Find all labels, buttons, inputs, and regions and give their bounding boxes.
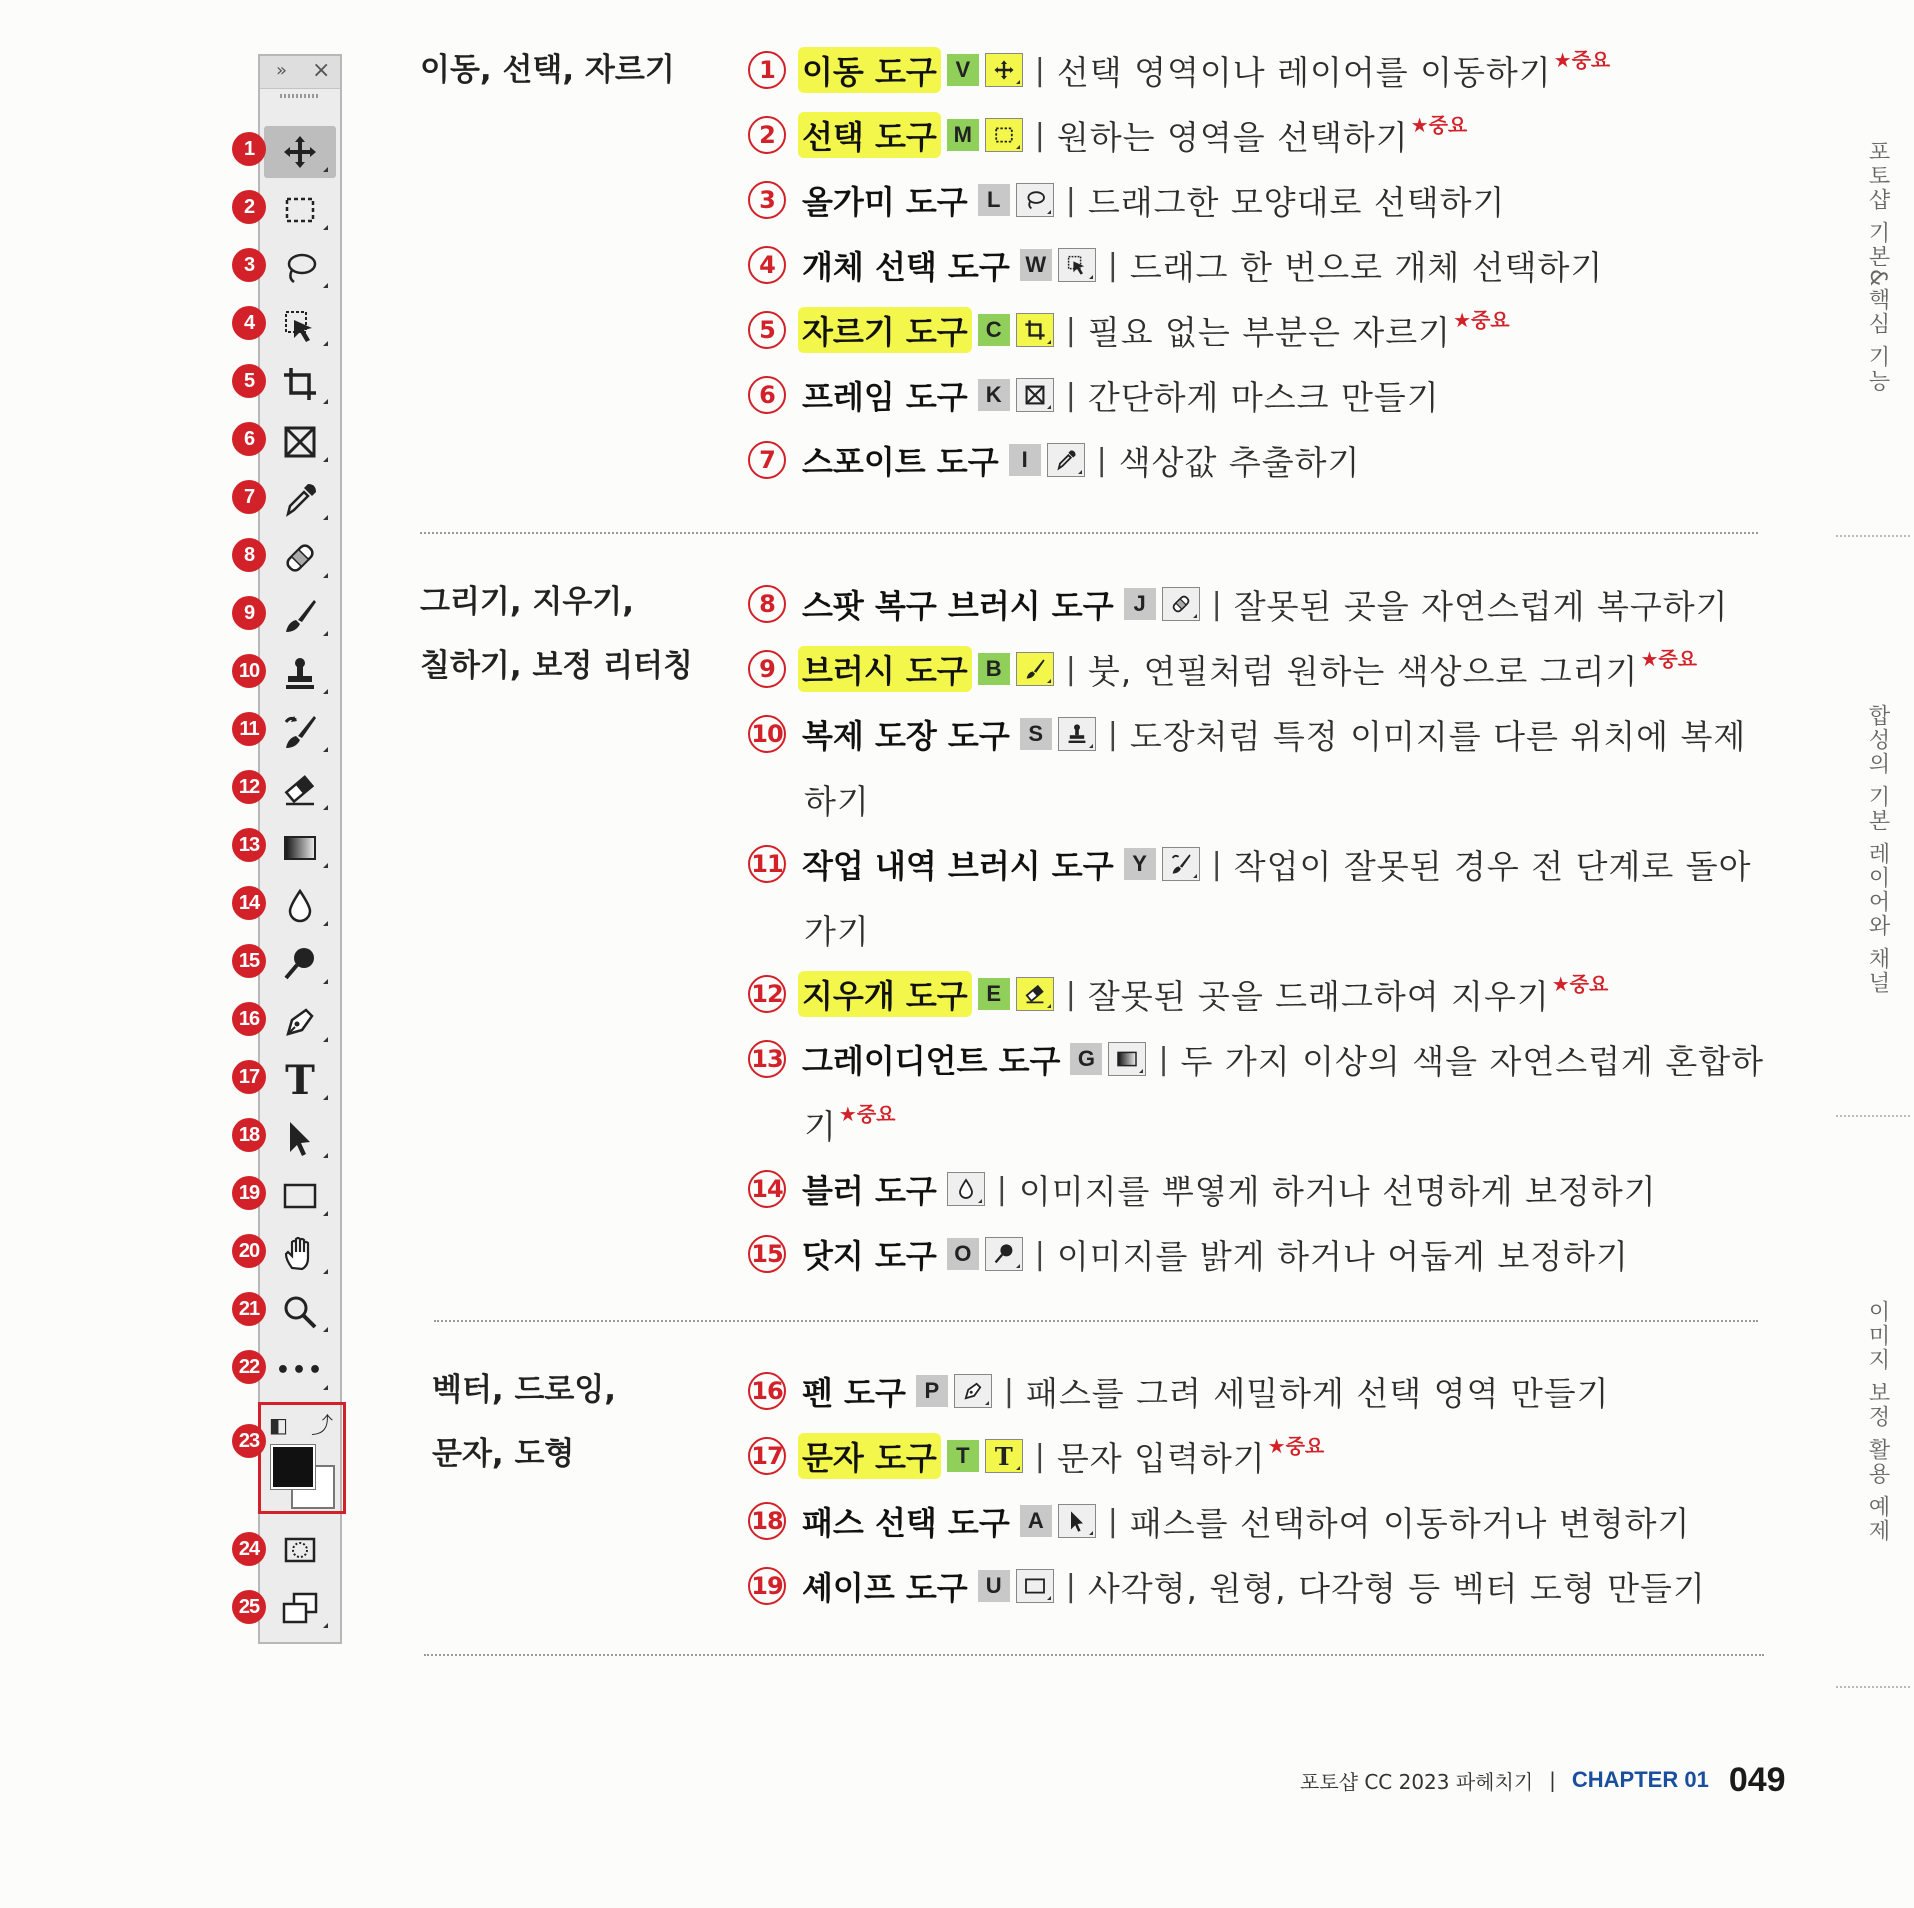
tool-description: 사각형, 원형, 다각형 등 벡터 도형 만들기 <box>1087 1568 1706 1608</box>
tool-item <box>748 835 1752 893</box>
tool-number-badge: 12 <box>232 770 266 804</box>
more-icon: ••• <box>275 1357 325 1383</box>
section-heading <box>432 1358 616 1486</box>
history-brush-icon <box>280 712 320 752</box>
separator: | <box>1096 442 1107 478</box>
tool-description: 잘못된 곳을 드래그하여 지우기 <box>1087 976 1550 1016</box>
tool-stamp[interactable] <box>264 648 336 700</box>
tool-name: 블러 도구 <box>802 1172 937 1210</box>
frame-icon <box>280 422 320 462</box>
shortcut-key: S <box>1020 718 1052 750</box>
tool-eraser[interactable] <box>264 764 336 816</box>
side-tab-chapter-1[interactable]: 포토샵 기본&핵심 기능 <box>1865 140 1890 394</box>
page-footer <box>1300 1758 1786 1802</box>
tool-item <box>748 1225 1629 1283</box>
tool-eyedropper[interactable] <box>264 474 336 526</box>
tool-shape[interactable] <box>264 1170 336 1222</box>
tool-number-badge: 13 <box>232 828 266 862</box>
section-heading-line: 벡터, 드로잉, <box>432 1372 617 1408</box>
tool-name: 스팟 복구 브러시 도구 <box>802 587 1114 625</box>
separator: | <box>996 1171 1007 1207</box>
tool-description: 두 가지 이상의 색을 자연스럽게 혼합하 <box>1180 1041 1765 1081</box>
tool-name: 이동 도구 <box>798 47 941 93</box>
separator: | <box>1065 182 1076 218</box>
shortcut-key: O <box>947 1238 979 1270</box>
item-number: 7 <box>748 441 786 479</box>
separator: | <box>1065 1568 1076 1604</box>
important-badge: ★중요 <box>1453 307 1510 332</box>
marquee-icon <box>280 190 320 230</box>
tool-marquee[interactable] <box>264 184 336 236</box>
tool-item <box>748 1160 1657 1218</box>
tool-number-badge: 14 <box>232 886 266 920</box>
tool-item <box>748 705 1746 763</box>
pen-icon <box>280 1002 320 1042</box>
tool-blur[interactable] <box>264 880 336 932</box>
eraser-icon <box>1016 977 1054 1011</box>
item-number: 11 <box>748 845 786 883</box>
item-number: 10 <box>748 715 786 753</box>
shortcut-key: U <box>978 1570 1010 1602</box>
tool-name: 올가미 도구 <box>802 183 968 221</box>
tool-spot-healing[interactable] <box>264 532 336 584</box>
tool-name: 지우개 도구 <box>798 971 972 1017</box>
tool-number-badge: 4 <box>232 306 266 340</box>
tool-name: 문자 도구 <box>798 1433 941 1479</box>
object-select-icon <box>280 306 320 346</box>
separator: | <box>1107 716 1118 752</box>
lasso-icon <box>1016 183 1054 217</box>
tool-number-badge: 24 <box>232 1532 266 1566</box>
tool-item <box>748 1362 1610 1420</box>
tool-name: 스포이트 도구 <box>802 443 999 481</box>
tool-move[interactable] <box>264 126 336 178</box>
section-heading-line: 그리기, 지우기, <box>420 584 635 620</box>
side-tab-divider <box>1836 1115 1910 1117</box>
separator: | <box>1107 1503 1118 1539</box>
item-number: 6 <box>748 376 786 414</box>
tool-path-select[interactable] <box>264 1112 336 1164</box>
shape-icon <box>280 1176 320 1216</box>
hand-icon <box>280 1234 320 1274</box>
separator: | <box>1211 586 1222 622</box>
important-badge: ★중요 <box>1553 47 1611 72</box>
tool-description: 도장처럼 특정 이미지를 다른 위치에 복제 <box>1129 716 1747 756</box>
important-badge: ★중요 <box>1410 112 1468 137</box>
tool-name: 닷지 도구 <box>802 1237 937 1275</box>
item-number: 9 <box>748 650 786 688</box>
item-number: 18 <box>748 1502 786 1540</box>
tool-description: 원하는 영역을 선택하기 <box>1056 117 1409 157</box>
side-tab-chapter-2[interactable]: 합성의 기본 레이어와 채널 <box>1865 704 1890 995</box>
tool-name: 셰이프 도구 <box>802 1569 968 1607</box>
book-title: 포토샵 CC 2023 파헤치기 <box>1300 1769 1534 1794</box>
tool-number-badge: 19 <box>232 1176 266 1210</box>
color-swatch-group[interactable] <box>258 1402 346 1514</box>
tool-screen-mode[interactable] <box>264 1582 336 1634</box>
shortcut-key: G <box>1070 1043 1102 1075</box>
close-icon[interactable]: × <box>312 58 331 83</box>
gradient-icon <box>280 828 320 868</box>
separator: | <box>1107 247 1118 283</box>
section-heading <box>420 570 693 698</box>
tool-number-badge: 15 <box>232 944 266 978</box>
item-number: 8 <box>748 585 786 623</box>
tool-frame[interactable] <box>264 416 336 468</box>
tool-name: 자르기 도구 <box>798 307 972 353</box>
section-heading <box>420 38 675 102</box>
section-divider <box>434 1320 1758 1322</box>
separator: | <box>1065 651 1076 687</box>
item-number: 16 <box>748 1372 786 1410</box>
tool-item <box>748 1030 1764 1088</box>
tool-number-badge: 8 <box>232 538 266 572</box>
tool-gradient[interactable] <box>264 822 336 874</box>
tool-name: 개체 선택 도구 <box>802 248 1010 286</box>
tool-number-badge: 16 <box>232 1002 266 1036</box>
section-divider <box>424 1654 1764 1656</box>
separator: | <box>1065 312 1076 348</box>
tool-name: 그레이디언트 도구 <box>802 1042 1061 1080</box>
gradient-icon <box>1108 1042 1146 1076</box>
tool-description: 간단하게 마스크 만들기 <box>1087 377 1440 417</box>
tool-description: 패스를 그려 세밀하게 선택 영역 만들기 <box>1026 1373 1610 1413</box>
tool-brush[interactable] <box>264 590 336 642</box>
shortcut-key: E <box>978 978 1010 1010</box>
tool-item <box>748 575 1729 633</box>
tool-type[interactable] <box>264 1054 336 1106</box>
tool-lasso[interactable] <box>264 242 336 294</box>
lasso-icon <box>280 248 320 288</box>
crop-icon <box>280 364 320 404</box>
item-number: 5 <box>748 311 786 349</box>
tool-number-badge: 9 <box>232 596 266 630</box>
stamp-icon <box>1058 717 1096 751</box>
important-badge: ★중요 <box>1551 971 1609 996</box>
tool-description: 붓, 연필처럼 원하는 색상으로 그리기 <box>1087 651 1639 691</box>
frame-icon <box>1016 378 1054 412</box>
tool-item <box>748 106 1467 164</box>
toolbar-header <box>260 56 340 89</box>
item-number: 19 <box>748 1567 786 1605</box>
side-tab-divider <box>1836 1686 1910 1688</box>
section-heading-line: 칠하기, 보정 리터칭 <box>420 648 693 684</box>
tool-item <box>748 1427 1324 1485</box>
important-badge: ★중요 <box>838 1101 896 1126</box>
swap-colors-icon[interactable]: ⤴ <box>311 1414 334 1439</box>
shortcut-key: T <box>947 1440 979 1472</box>
tool-name: 패스 선택 도구 <box>802 1504 1010 1542</box>
toolbar-grip[interactable] <box>280 94 320 98</box>
tool-item <box>748 1492 1690 1550</box>
tool-more[interactable] <box>264 1344 336 1396</box>
tool-description: 드래그한 모양대로 선택하기 <box>1087 182 1506 222</box>
tool-description: 기 <box>804 1106 837 1146</box>
section-heading-line: 문자, 도형 <box>432 1436 575 1472</box>
tool-number-badge: 2 <box>232 190 266 224</box>
shortcut-key: V <box>947 54 979 86</box>
tool-item <box>748 236 1603 294</box>
tool-description: 이미지를 밝게 하거나 어둡게 보정하기 <box>1056 1236 1629 1276</box>
separator: | <box>1034 52 1045 88</box>
footer-separator: | <box>1549 1768 1556 1792</box>
brush-icon <box>1016 652 1054 686</box>
stamp-icon <box>280 654 320 694</box>
spot-healing-icon <box>280 538 320 578</box>
item-number: 17 <box>748 1437 786 1475</box>
tool-hand[interactable] <box>264 1228 336 1280</box>
default-colors-icon[interactable]: ◧ <box>269 1413 288 1437</box>
quick-mask-icon <box>280 1530 320 1570</box>
tool-number-badge: 10 <box>232 654 266 688</box>
tool-number-badge: 21 <box>232 1292 266 1326</box>
tool-number-badge: 20 <box>232 1234 266 1268</box>
tool-number-badge: 5 <box>232 364 266 398</box>
tool-number-badge: 17 <box>232 1060 266 1094</box>
tool-item <box>748 431 1360 489</box>
tool-item <box>748 640 1697 698</box>
tool-dodge[interactable] <box>264 938 336 990</box>
tool-item <box>748 41 1610 99</box>
tool-description-continued <box>804 770 870 828</box>
screen-mode-icon <box>280 1588 320 1628</box>
tool-description: 선택 영역이나 레이어를 이동하기 <box>1056 52 1552 92</box>
separator: | <box>1003 1373 1014 1409</box>
tool-number-badge: 1 <box>232 132 266 166</box>
tool-description: 이미지를 뿌옇게 하거나 선명하게 보정하기 <box>1018 1171 1657 1211</box>
tool-name: 복제 도장 도구 <box>802 717 1010 755</box>
tool-number-badge: 23 <box>232 1424 266 1458</box>
tool-number-badge: 3 <box>232 248 266 282</box>
tool-description-continued <box>804 900 870 958</box>
tool-number-badge: 6 <box>232 422 266 456</box>
tool-pen[interactable] <box>264 996 336 1048</box>
dodge-icon <box>985 1237 1023 1271</box>
tool-name: 선택 도구 <box>798 112 941 158</box>
tool-description: 하기 <box>804 781 870 821</box>
dodge-icon <box>280 944 320 984</box>
shortcut-key: P <box>916 1375 948 1407</box>
separator: | <box>1211 846 1222 882</box>
separator: | <box>1034 117 1045 153</box>
tool-description: 색상값 추출하기 <box>1118 442 1361 482</box>
blur-icon <box>947 1172 985 1206</box>
item-number: 1 <box>748 51 786 89</box>
tool-description: 드래그 한 번으로 개체 선택하기 <box>1129 247 1604 287</box>
foreground-color-swatch[interactable] <box>271 1445 315 1489</box>
shortcut-key: I <box>1009 444 1041 476</box>
shortcut-key: Y <box>1124 848 1156 880</box>
eraser-icon <box>280 770 320 810</box>
shortcut-key: M <box>947 119 979 151</box>
tool-number-badge: 7 <box>232 480 266 514</box>
item-number: 15 <box>748 1235 786 1273</box>
tool-item <box>748 965 1608 1023</box>
tool-number-badge: 11 <box>232 712 266 746</box>
item-number: 13 <box>748 1040 786 1078</box>
important-badge: ★중요 <box>1640 646 1698 671</box>
item-number: 3 <box>748 181 786 219</box>
chapter-label: CHAPTER 01 <box>1571 1767 1709 1792</box>
tool-description: 작업이 잘못된 경우 전 단계로 돌아 <box>1233 846 1752 886</box>
object-select-icon <box>1058 248 1096 282</box>
move-icon <box>280 132 320 172</box>
tool-zoom[interactable] <box>264 1286 336 1338</box>
shortcut-key: J <box>1124 588 1156 620</box>
tool-description: 패스를 선택하여 이동하거나 변형하기 <box>1129 1503 1691 1543</box>
tool-name: 프레임 도구 <box>802 378 968 416</box>
tool-item <box>748 366 1440 424</box>
separator: | <box>1065 377 1076 413</box>
tool-number-badge: 18 <box>232 1118 266 1152</box>
marquee-icon <box>985 118 1023 152</box>
collapse-icon[interactable]: » <box>276 60 288 81</box>
side-tab-chapter-3[interactable]: 이미지 보정 활용 예제 <box>1865 1300 1890 1543</box>
item-number: 2 <box>748 116 786 154</box>
important-badge: ★중요 <box>1267 1433 1325 1458</box>
tool-crop[interactable] <box>264 358 336 410</box>
type-icon: T <box>285 1056 315 1104</box>
tool-description: 잘못된 곳을 자연스럽게 복구하기 <box>1233 586 1729 626</box>
item-number: 12 <box>748 975 786 1013</box>
separator: | <box>1034 1236 1045 1272</box>
shortcut-key: A <box>1020 1505 1052 1537</box>
item-number: 4 <box>748 246 786 284</box>
path-select-icon <box>280 1118 320 1158</box>
tool-object-select[interactable] <box>264 300 336 352</box>
type-icon <box>985 1439 1023 1473</box>
eyedropper-icon <box>1047 443 1085 477</box>
separator: | <box>1158 1041 1169 1077</box>
history-brush-icon <box>1162 847 1200 881</box>
section-divider <box>420 532 1758 534</box>
type-glyph: T <box>994 1441 1013 1471</box>
tool-name: 작업 내역 브러시 도구 <box>802 847 1114 885</box>
tool-quick-mask[interactable] <box>264 1524 336 1576</box>
spot-healing-icon <box>1162 587 1200 621</box>
zoom-icon <box>280 1292 320 1332</box>
tool-number-badge: 22 <box>232 1350 266 1384</box>
tool-description: 필요 없는 부분은 자르기 <box>1087 312 1452 352</box>
item-number: 14 <box>748 1170 786 1208</box>
move-icon <box>985 53 1023 87</box>
tool-history-brush[interactable] <box>264 706 336 758</box>
side-tab-divider <box>1836 535 1910 537</box>
shortcut-key: W <box>1020 249 1052 281</box>
tool-item <box>748 171 1505 229</box>
tool-description: 가기 <box>804 911 870 951</box>
blur-icon <box>280 886 320 926</box>
section-heading-line: 이동, 선택, 자르기 <box>420 52 675 88</box>
shortcut-key: L <box>978 184 1010 216</box>
shortcut-key: C <box>978 314 1010 346</box>
crop-icon <box>1016 313 1054 347</box>
tool-item <box>748 301 1510 359</box>
shape-icon <box>1016 1569 1054 1603</box>
tool-item <box>748 1557 1706 1615</box>
tool-number-badge: 25 <box>232 1590 266 1624</box>
separator: | <box>1065 976 1076 1012</box>
brush-icon <box>280 596 320 636</box>
shortcut-key: B <box>978 653 1010 685</box>
tool-description-continued <box>804 1095 895 1153</box>
path-select-icon <box>1058 1504 1096 1538</box>
separator: | <box>1034 1438 1045 1474</box>
tool-name: 펜 도구 <box>802 1374 906 1412</box>
shortcut-key: K <box>978 379 1010 411</box>
tool-description: 문자 입력하기 <box>1056 1438 1266 1478</box>
eyedropper-icon <box>280 480 320 520</box>
tool-name: 브러시 도구 <box>798 646 972 692</box>
pen-icon <box>954 1374 992 1408</box>
page-number: 049 <box>1728 1760 1786 1799</box>
